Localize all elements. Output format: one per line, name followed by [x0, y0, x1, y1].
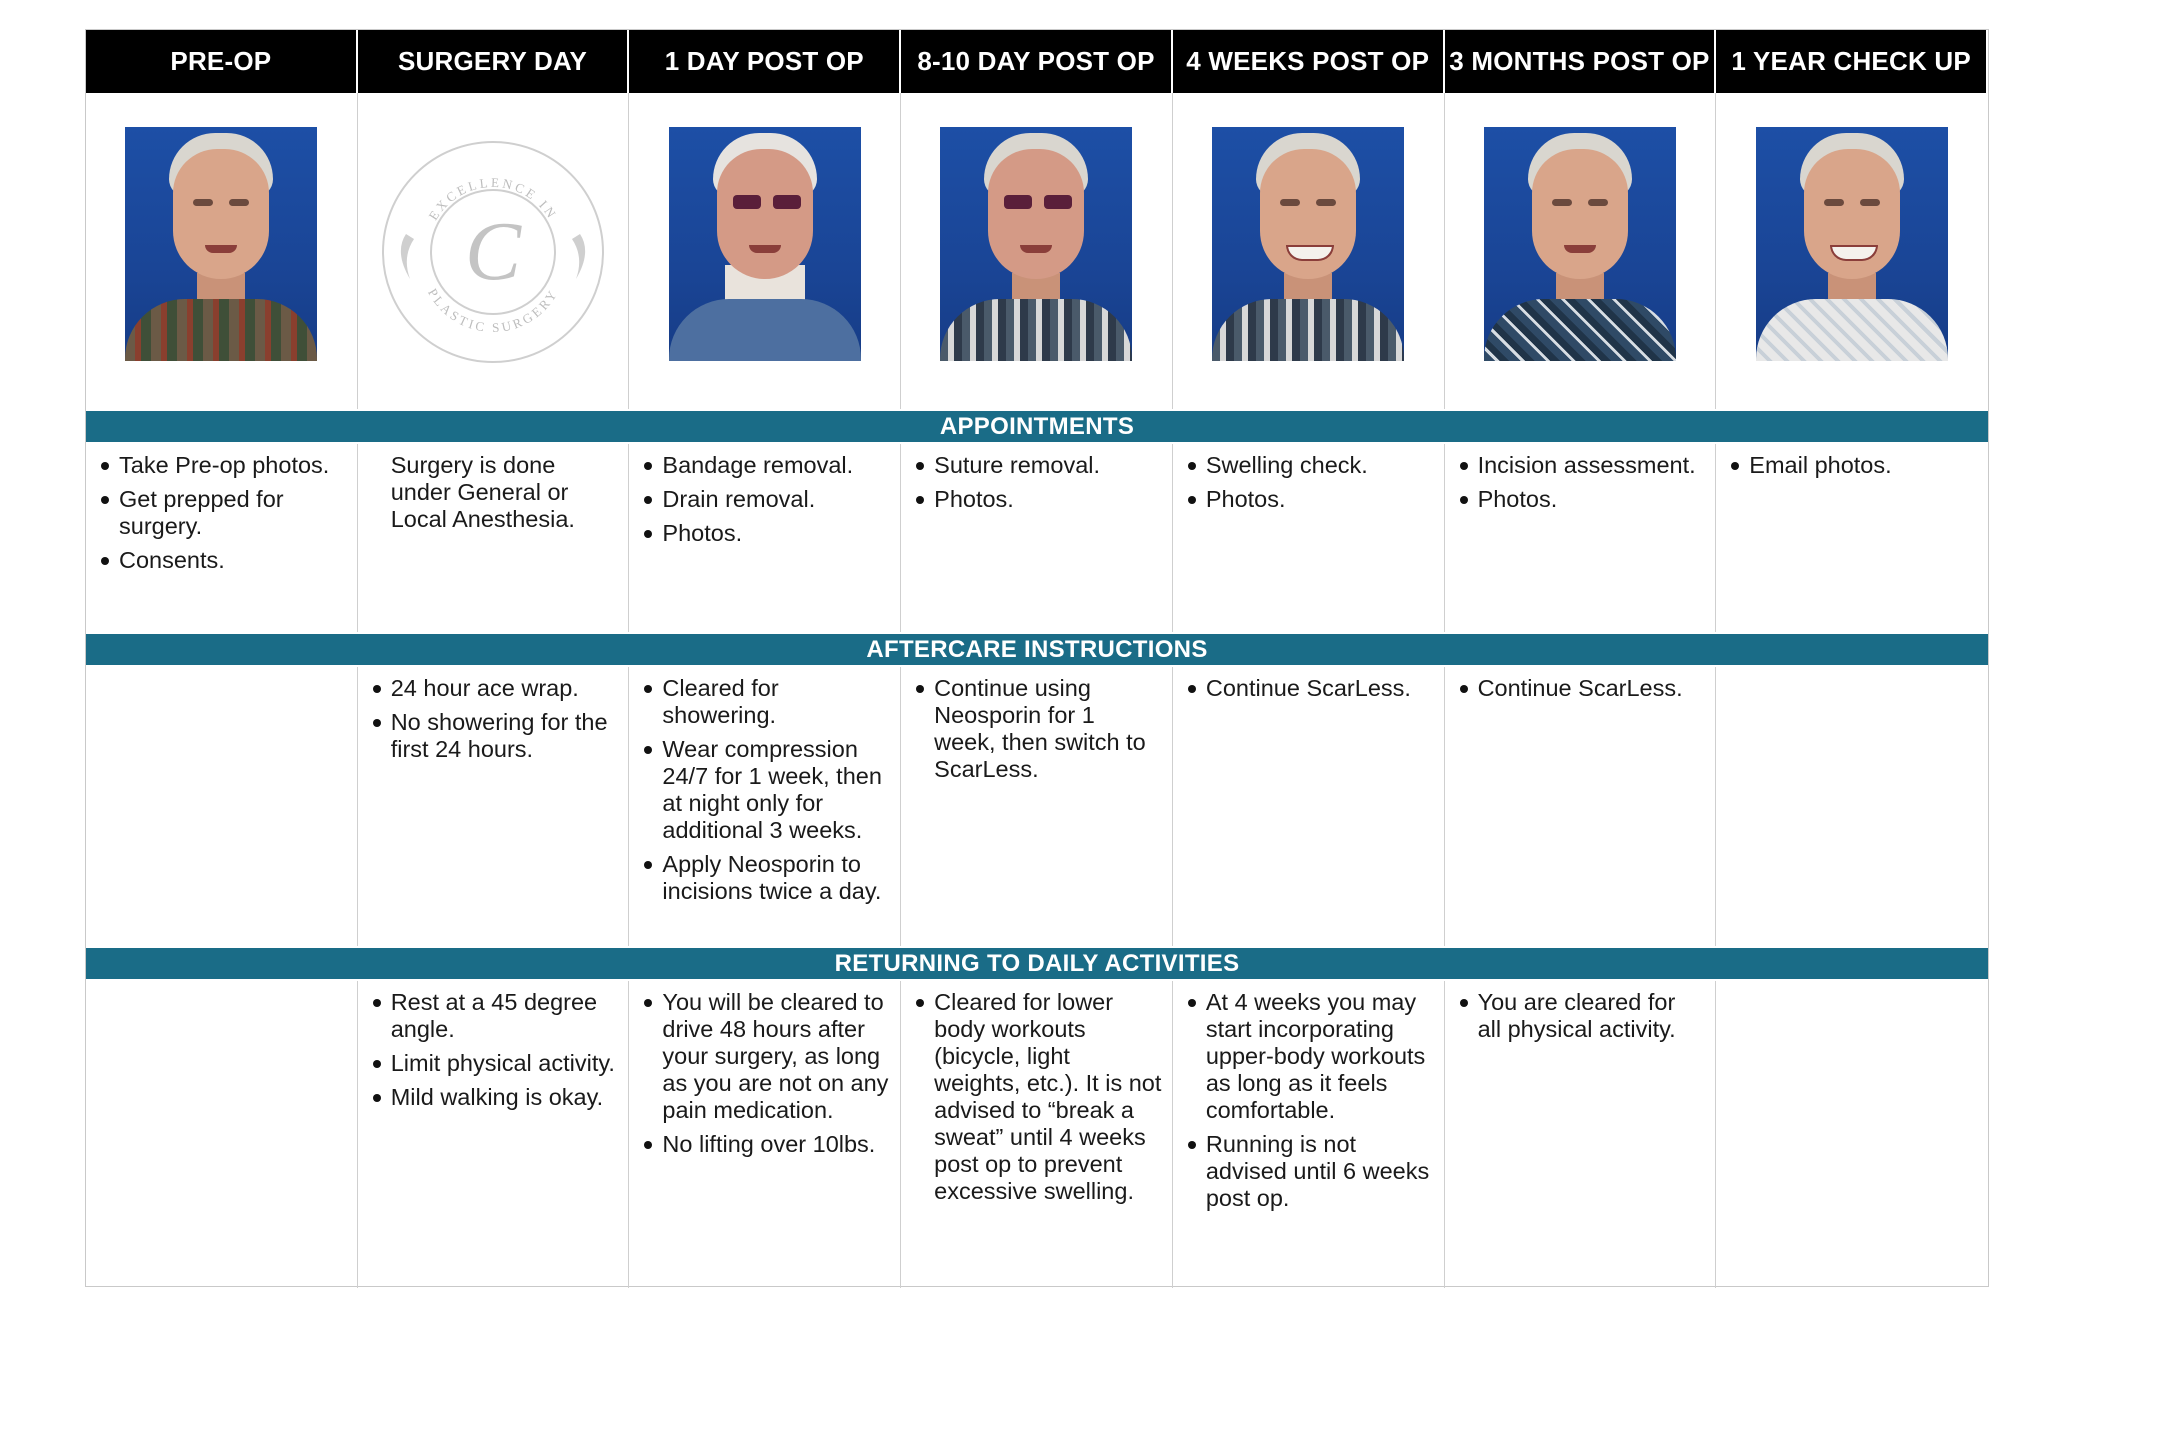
list-item: Photos. [1459, 486, 1706, 513]
list-item: Apply Neosporin to incisions twice a day. [643, 851, 890, 905]
activities-surgery-day-cell [358, 981, 630, 1288]
activities-pre-op-cell [86, 981, 358, 1288]
logo-top-text: EXCELLENCE IN [425, 174, 561, 223]
list-item: Rest at a 45 degree angle. [372, 989, 619, 1043]
list-item: Photos. [915, 486, 1162, 513]
list-item: Photos. [1187, 486, 1434, 513]
list-item: Cleared for showering. [643, 675, 890, 729]
photo-cell-1-year-check-up [1716, 93, 1988, 409]
list-item: Consents. [100, 547, 347, 574]
list-item: Photos. [643, 520, 890, 547]
column-header-1-day-post-op: 1 DAY POST OP [629, 30, 901, 93]
list-item: 24 hour ace wrap. [372, 675, 619, 702]
photo-cell-1-day-post-op [629, 93, 901, 409]
appointments-pre-op-cell [86, 444, 358, 632]
list-item: You will be cleared to drive 48 hours after your surgery, as long as you are not on any pain medication. [643, 989, 890, 1124]
list-item: Email photos. [1730, 452, 1978, 479]
list-item: At 4 weeks you may start incorporating upper-body workouts as long as it feels comfortable. [1187, 989, 1434, 1124]
section-header-returning-to-daily-activities: RETURNING TO DAILY ACTIVITIES [86, 946, 1988, 981]
clinic-logo [380, 139, 606, 365]
appointments-1-day-cell [629, 444, 901, 632]
list-item: Running is not advised until 6 weeks post op. [1187, 1131, 1434, 1212]
column-header-3-months-post-op: 3 MONTHS POST OP [1445, 30, 1717, 93]
logo-bottom-text: PLASTIC SURGERY [425, 285, 562, 336]
photo-cell-8-10-day-post-op [901, 93, 1173, 409]
column-header-8-10-day-post-op: 8-10 DAY POST OP [901, 30, 1173, 93]
appointments-1-year-cell [1716, 444, 1988, 632]
aftercare-pre-op-cell [86, 667, 358, 946]
recovery-timeline-table [85, 29, 1989, 1287]
list-item: Continue ScarLess. [1187, 675, 1434, 702]
patient-photo-3-months-post-op [1484, 127, 1676, 361]
activities-8-10-day-cell [901, 981, 1173, 1288]
activities-4-weeks-cell [1173, 981, 1445, 1288]
list-item: Take Pre-op photos. [100, 452, 347, 479]
appointments-4-weeks-cell [1173, 444, 1445, 632]
list-item: Mild walking is okay. [372, 1084, 619, 1111]
patient-photo-pre-op [125, 127, 317, 361]
photo-cell-3-months-post-op [1445, 93, 1717, 409]
activities-3-months-cell [1445, 981, 1717, 1288]
list-item: Limit physical activity. [372, 1050, 619, 1077]
surgery-description: Surgery is done under General or Local Anesthesia. [390, 452, 575, 532]
list-item: Wear compression 24/7 for 1 week, then at night only for additional 3 weeks. [643, 736, 890, 844]
list-item: Incision assessment. [1459, 452, 1706, 479]
photo-cell-4-weeks-post-op [1173, 93, 1445, 409]
list-item: Bandage removal. [643, 452, 890, 479]
aftercare-1-year-cell [1716, 667, 1988, 946]
list-item: Swelling check. [1187, 452, 1434, 479]
list-item: No showering for the first 24 hours. [372, 709, 619, 763]
aftercare-8-10-day-cell [901, 667, 1173, 946]
activities-1-year-cell [1716, 981, 1988, 1288]
photo-cell-pre-op [86, 93, 358, 409]
list-item: Continue ScarLess. [1459, 675, 1706, 702]
patient-photo-1-year-check-up [1756, 127, 1948, 361]
aftercare-surgery-day-cell [358, 667, 630, 946]
section-header-aftercare-instructions: AFTERCARE INSTRUCTIONS [86, 632, 1988, 667]
column-header-4-weeks-post-op: 4 WEEKS POST OP [1173, 30, 1445, 93]
aftercare-1-day-cell [629, 667, 901, 946]
patient-photo-1-day-post-op [669, 127, 861, 361]
logo-monogram: C [465, 205, 522, 298]
list-item: Get prepped for surgery. [100, 486, 347, 540]
appointments-8-10-day-cell [901, 444, 1173, 632]
list-item: Continue using Neosporin for 1 week, then switch to ScarLess. [915, 675, 1162, 783]
column-header-1-year-check-up: 1 YEAR CHECK UP [1716, 30, 1988, 93]
list-item: Cleared for lower body workouts (bicycle, light weights, etc.). It is not advised to “break a sweat” until 4 weeks post op to prevent excessive swelling. [915, 989, 1162, 1205]
patient-photo-4-weeks-post-op [1212, 127, 1404, 361]
appointments-surgery-day-cell [358, 444, 630, 632]
column-header-surgery-day: SURGERY DAY [358, 30, 630, 93]
aftercare-4-weeks-cell [1173, 667, 1445, 946]
list-item: Suture removal. [915, 452, 1162, 479]
section-header-appointments: APPOINTMENTS [86, 409, 1988, 444]
list-item: You are cleared for all physical activity. [1459, 989, 1706, 1043]
photo-cell-surgery-day [358, 93, 630, 409]
list-item: No lifting over 10lbs. [643, 1131, 890, 1158]
list-item: Drain removal. [643, 486, 890, 513]
column-header-pre-op: PRE-OP [86, 30, 358, 93]
appointments-3-months-cell [1445, 444, 1717, 632]
activities-1-day-cell [629, 981, 901, 1288]
patient-photo-8-10-day-post-op [940, 127, 1132, 361]
aftercare-3-months-cell [1445, 667, 1717, 946]
